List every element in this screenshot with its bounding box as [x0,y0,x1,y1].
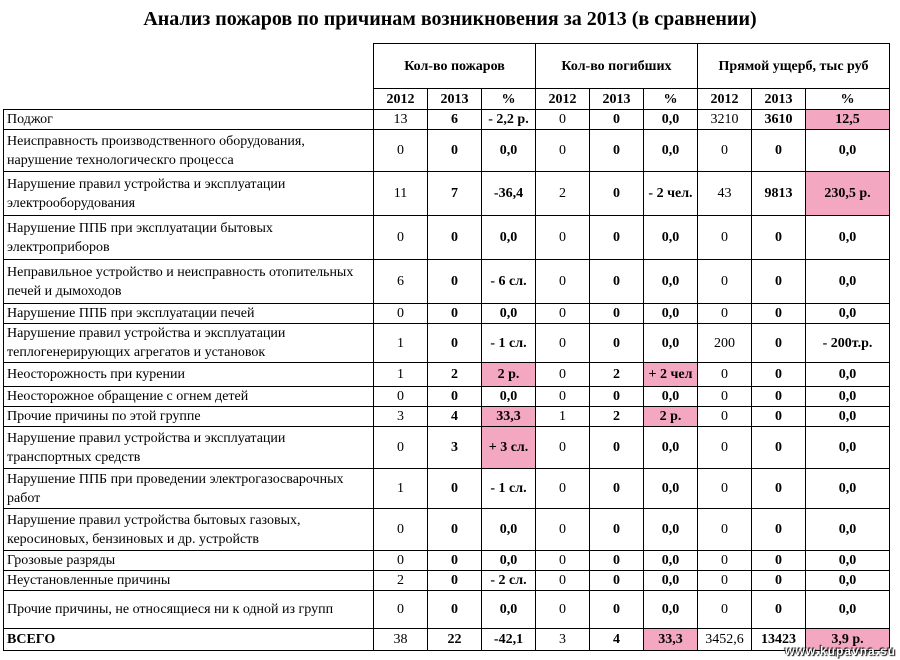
value-cell: 0 [590,551,644,571]
subheader-cell: 2012 [374,89,428,110]
watermark: www.kupavna.su [785,644,896,658]
value-cell: 2 р. [644,407,698,427]
table-row [4,216,890,260]
table-row [4,591,890,629]
value-cell: + 2 чел [644,363,698,387]
value-cell: 3452,6 [698,629,752,651]
value-cell: 0 [698,387,752,407]
value-cell: 230,5 р. [806,172,890,216]
value-cell: 0,0 [806,304,890,324]
cause-name-cell: Грозовые разряды [4,551,374,571]
value-cell: 0 [374,591,428,629]
value-cell: 0,0 [644,427,698,469]
table-row [4,172,890,216]
value-cell: 0 [752,551,806,571]
value-cell: 0 [374,387,428,407]
value-cell: 2 [590,363,644,387]
value-cell: 0,0 [644,469,698,509]
value-cell: 33,3 [644,629,698,651]
table-row [4,469,890,509]
value-cell: 0,0 [644,387,698,407]
subheader-cell: 2013 [752,89,806,110]
value-cell: 2 [428,363,482,387]
table-row [4,363,890,387]
value-cell: 0 [752,591,806,629]
cause-name-cell: Нарушение ППБ при проведении электрогазосварочных работ [4,469,374,509]
subheader-cell: % [482,89,536,110]
value-cell: 0 [536,216,590,260]
value-cell: 1 [374,469,428,509]
value-cell: 0 [428,260,482,304]
value-cell: 3,9 р. [806,629,890,651]
value-cell: 7 [428,172,482,216]
value-cell: 0 [752,509,806,551]
cause-name-cell: Неправильное устройство и неисправность отопительных печей и дымоходов [4,260,374,304]
value-cell: 200 [698,324,752,363]
value-cell: 0,0 [482,387,536,407]
value-cell: 3 [374,407,428,427]
header-corner [4,44,374,110]
value-cell: 0,0 [644,551,698,571]
value-cell: 0 [590,427,644,469]
value-cell: 0 [752,304,806,324]
cause-name-cell: Поджог [4,110,374,130]
value-cell: 13 [374,110,428,130]
value-cell: 0 [590,591,644,629]
value-cell: 22 [428,629,482,651]
value-cell: 3210 [698,110,752,130]
value-cell: 0 [536,469,590,509]
value-cell: 0,0 [806,363,890,387]
cause-name-cell: ВСЕГО [4,629,374,651]
cause-name-cell: Нарушение ППБ при эксплуатации бытовых электроприборов [4,216,374,260]
value-cell: 0 [536,130,590,172]
cause-name-cell: Прочие причины по этой группе [4,407,374,427]
value-cell: 0 [536,324,590,363]
value-cell: 0 [428,469,482,509]
subheader-cell: 2013 [590,89,644,110]
value-cell: 0 [698,363,752,387]
value-cell: 0,0 [806,571,890,591]
value-cell: 3 [536,629,590,651]
value-cell: 0 [752,324,806,363]
value-cell: 0,0 [644,260,698,304]
total-row [4,629,890,651]
value-cell: 0 [428,551,482,571]
cause-name-cell: Неустановленные причины [4,571,374,591]
value-cell: 0 [428,216,482,260]
value-cell: 4 [428,407,482,427]
value-cell: 0 [590,260,644,304]
value-cell: 0,0 [482,551,536,571]
value-cell: 0 [698,591,752,629]
page-title: Анализ пожаров по причинам возникновения за 2013 (в сравнении) [143,8,757,30]
value-cell: 0,0 [806,216,890,260]
value-cell: 0 [428,130,482,172]
value-cell: 0 [590,130,644,172]
value-cell: 0 [374,304,428,324]
value-cell: + 3 сл. [482,427,536,469]
value-cell: - 2,2 р. [482,110,536,130]
table-row [4,260,890,304]
value-cell: 0 [590,509,644,551]
value-cell: 0,0 [644,110,698,130]
value-cell: 0 [752,216,806,260]
value-cell: 0,0 [806,591,890,629]
value-cell: -36,4 [482,172,536,216]
value-cell: 0,0 [806,407,890,427]
value-cell: 0 [590,304,644,324]
value-cell: 0 [374,427,428,469]
value-cell: 0,0 [644,130,698,172]
cause-name-cell: Нарушение правил устройства бытовых газовых, керосиновых, бензиновых и др. устройств [4,509,374,551]
value-cell: 0,0 [644,509,698,551]
value-cell: 0 [536,110,590,130]
value-cell: 43 [698,172,752,216]
table-row [4,427,890,469]
value-cell: - 2 сл. [482,571,536,591]
value-cell: 0 [752,469,806,509]
value-cell: 3610 [752,110,806,130]
value-cell: 0 [536,551,590,571]
value-cell: 0 [752,427,806,469]
value-cell: 0 [698,427,752,469]
table-row [4,551,890,571]
cause-name-cell: Неосторожность при курении [4,363,374,387]
value-cell: 0,0 [644,591,698,629]
value-cell: 0 [536,427,590,469]
value-cell: 0 [698,130,752,172]
cause-name-cell: Нарушение правил устройства и эксплуатации электрооборудования [4,172,374,216]
value-cell: 0 [428,509,482,551]
value-cell: 0 [590,324,644,363]
value-cell: 6 [374,260,428,304]
table-row [4,387,890,407]
value-cell: 9813 [752,172,806,216]
value-cell: 0 [698,509,752,551]
header-deaths: Кол-во погибших [536,44,698,89]
cause-name-cell: Нарушение ППБ при эксплуатации печей [4,304,374,324]
value-cell: 0 [428,304,482,324]
value-cell: 0 [536,591,590,629]
value-cell: 0 [374,551,428,571]
subheader-cell: 2012 [536,89,590,110]
value-cell: 0,0 [806,387,890,407]
value-cell: 2 р. [482,363,536,387]
value-cell: 0 [590,216,644,260]
value-cell: 0,0 [806,469,890,509]
table-row [4,110,890,130]
value-cell: 0 [698,551,752,571]
value-cell: -42,1 [482,629,536,651]
value-cell: 0,0 [644,571,698,591]
value-cell: 0 [590,387,644,407]
table-row [4,407,890,427]
table-row [4,509,890,551]
value-cell: 0 [752,387,806,407]
value-cell: 0,0 [644,324,698,363]
value-cell: 0 [374,216,428,260]
value-cell: 0 [536,387,590,407]
header-fires: Кол-во пожаров [374,44,536,89]
value-cell: 0 [428,591,482,629]
value-cell: - 200т.р. [806,324,890,363]
value-cell: 0,0 [482,216,536,260]
value-cell: 0 [698,407,752,427]
value-cell: 0 [590,469,644,509]
value-cell: 1 [536,407,590,427]
value-cell: 11 [374,172,428,216]
value-cell: 0,0 [482,304,536,324]
value-cell: 0 [698,216,752,260]
table-row [4,571,890,591]
value-cell: - 6 сл. [482,260,536,304]
value-cell: 0 [698,304,752,324]
header-group-row [4,44,890,89]
value-cell: 0 [536,571,590,591]
value-cell: 0 [698,571,752,591]
value-cell: 0 [590,571,644,591]
value-cell: 1 [374,363,428,387]
value-cell: 12,5 [806,110,890,130]
cause-name-cell: Неосторожное обращение с огнем детей [4,387,374,407]
value-cell: 0 [752,571,806,591]
value-cell: 6 [428,110,482,130]
value-cell: 0,0 [806,509,890,551]
value-cell: 1 [374,324,428,363]
value-cell: 0 [752,407,806,427]
value-cell: 0 [428,324,482,363]
value-cell: 0 [752,363,806,387]
cause-name-cell: Нарушение правил устройства и эксплуатации транспортных средств [4,427,374,469]
value-cell: 2 [374,571,428,591]
value-cell: - 2 чел. [644,172,698,216]
value-cell: 0 [374,130,428,172]
value-cell: 33,3 [482,407,536,427]
fire-analysis-table [3,43,890,651]
cause-name-cell: Неисправность производственного оборудования, нарушение технологическго процесса [4,130,374,172]
value-cell: - 1 сл. [482,469,536,509]
value-cell: 2 [590,407,644,427]
value-cell: 0 [752,260,806,304]
value-cell: 13423 [752,629,806,651]
value-cell: 0,0 [806,260,890,304]
subheader-cell: 2013 [428,89,482,110]
value-cell: 0 [536,509,590,551]
value-cell: 0 [536,363,590,387]
value-cell: 0,0 [482,509,536,551]
value-cell: 38 [374,629,428,651]
value-cell: 0,0 [644,216,698,260]
value-cell: 3 [428,427,482,469]
value-cell: 0 [752,130,806,172]
subheader-cell: % [806,89,890,110]
value-cell: 0,0 [806,130,890,172]
value-cell: 2 [536,172,590,216]
value-cell: 0 [428,387,482,407]
header-damage: Прямой ущерб, тыс руб [698,44,890,89]
subheader-cell: 2012 [698,89,752,110]
value-cell: 0,0 [482,130,536,172]
table-row [4,130,890,172]
value-cell: 0 [536,260,590,304]
value-cell: 0 [698,260,752,304]
subheader-cell: % [644,89,698,110]
value-cell: - 1 сл. [482,324,536,363]
value-cell: 4 [590,629,644,651]
value-cell: 0 [698,469,752,509]
value-cell: 0,0 [644,304,698,324]
value-cell: 0 [428,571,482,591]
value-cell: 0,0 [482,591,536,629]
value-cell: 0,0 [806,551,890,571]
table-row [4,324,890,363]
value-cell: 0 [590,172,644,216]
value-cell: 0 [590,110,644,130]
cause-name-cell: Прочие причины, не относящиеся ни к одной из групп [4,591,374,629]
value-cell: 0,0 [806,427,890,469]
value-cell: 0 [374,509,428,551]
table-row [4,304,890,324]
cause-name-cell: Нарушение правил устройства и эксплуатации теплогенерирующих агрегатов и установок [4,324,374,363]
value-cell: 0 [536,304,590,324]
